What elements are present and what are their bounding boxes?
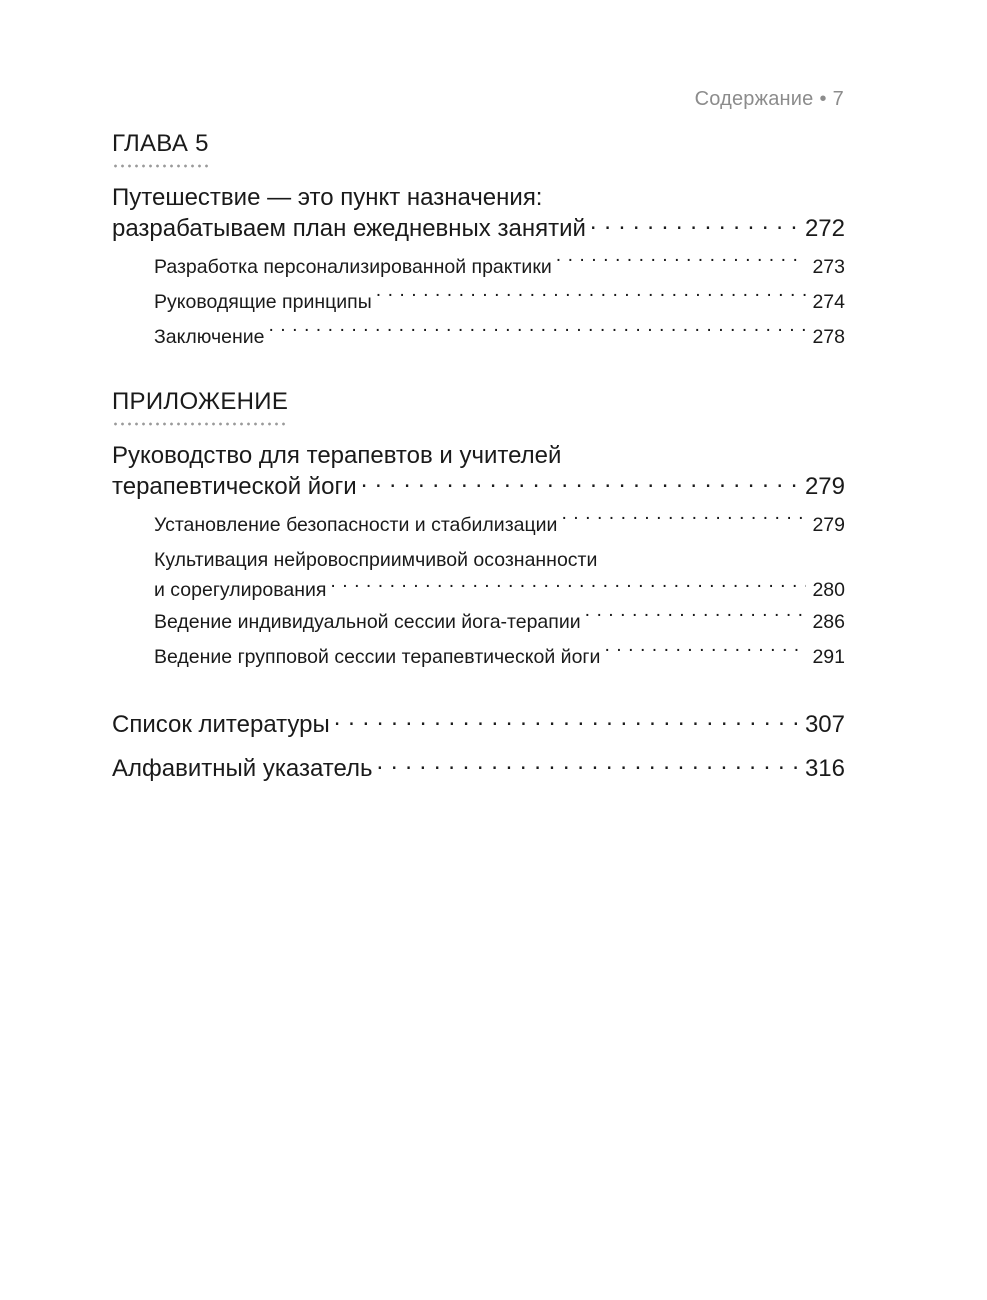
dot-leader xyxy=(561,512,806,532)
chapter5-main-page-number: 272 xyxy=(804,215,845,242)
chapter5-heading-text: ГЛАВА 5 xyxy=(112,130,209,157)
toc-sub-entry-page: 279 xyxy=(812,514,845,536)
dot-leader xyxy=(604,644,806,664)
appendix-heading-text: ПРИЛОЖЕНИЕ xyxy=(112,388,289,415)
chapter5-sub-list xyxy=(154,250,845,355)
toc-sub-entry-title: Разработка персонализированной практики xyxy=(154,256,552,278)
appendix-main-title-line2: терапевтической йоги xyxy=(112,473,357,500)
chapter5-section xyxy=(112,130,845,168)
toc-sub-entry[interactable] xyxy=(154,250,845,285)
chapter5-main-entry[interactable] xyxy=(112,183,845,243)
chapter5-main-title-line2-row xyxy=(112,212,845,243)
chapter5-main-title-line2: разрабатываем план ежедневных занятий xyxy=(112,215,586,242)
toc-sub-entry-page: 273 xyxy=(812,256,845,278)
appendix-section xyxy=(112,388,845,426)
running-header xyxy=(695,88,844,111)
chapter5-heading xyxy=(112,130,209,168)
toc-sub-entry-title-line2: и сорегулирования xyxy=(154,579,327,601)
toc-sub-entry[interactable] xyxy=(154,605,845,640)
dot-leader xyxy=(556,254,807,274)
appendix-main-page-number: 279 xyxy=(804,473,845,500)
back-matter-title: Список литературы xyxy=(112,711,330,738)
toc-sub-entry-title-line1: Культивация нейровосприимчивой осознанности xyxy=(154,549,598,571)
toc-sub-entry-line2-row xyxy=(154,575,845,605)
dot-leader xyxy=(377,752,799,776)
dot-leader xyxy=(330,577,806,597)
toc-sub-entry-title: Ведение групповой сессии терапевтической йоги xyxy=(154,646,601,668)
toc-sub-entry[interactable] xyxy=(154,545,845,605)
appendix-heading xyxy=(112,388,288,426)
running-header-bullet: • xyxy=(819,88,827,110)
dot-leader xyxy=(361,470,799,494)
dot-leader xyxy=(590,212,799,236)
running-header-page-number: 7 xyxy=(832,88,844,110)
back-matter-title: Алфавитный указатель xyxy=(112,755,373,782)
toc-sub-entry-title: Руководящие принципы xyxy=(154,291,372,313)
dot-leader xyxy=(334,708,799,732)
dot-leader xyxy=(585,609,807,629)
toc-sub-entry[interactable] xyxy=(154,640,845,675)
toc-back-matter-entry[interactable] xyxy=(112,708,845,739)
heading-dotted-underline xyxy=(112,422,288,426)
back-matter-page: 316 xyxy=(804,755,845,782)
back-matter-page: 307 xyxy=(804,711,845,738)
chapter5-main-title-line1: Путешествие — это пункт назначения: xyxy=(112,184,543,211)
appendix-main-title-line1: Руководство для терапевтов и учителей xyxy=(112,442,562,469)
dot-leader xyxy=(268,324,806,344)
toc-back-matter-entry[interactable] xyxy=(112,752,845,783)
toc-sub-entry-page: 278 xyxy=(812,326,845,348)
toc-sub-entry-title: Установление безопасности и стабилизации xyxy=(154,514,558,536)
toc-sub-entry-page: 286 xyxy=(812,611,845,633)
heading-dotted-underline xyxy=(112,164,209,168)
appendix-main-entry[interactable] xyxy=(112,441,845,501)
toc-sub-entry[interactable] xyxy=(154,320,845,355)
back-matter-list xyxy=(112,708,845,783)
toc-sub-entry-title: Заключение xyxy=(154,326,265,348)
dot-leader xyxy=(376,289,807,309)
toc-sub-entry-page: 291 xyxy=(812,646,845,668)
toc-sub-entry[interactable] xyxy=(154,508,845,543)
appendix-sub-list xyxy=(154,508,845,675)
toc-sub-entry-title: Ведение индивидуальной сессии йога-терапии xyxy=(154,611,581,633)
toc-sub-entry-page: 280 xyxy=(812,579,845,601)
appendix-main-title-line2-row xyxy=(112,470,845,501)
toc-sub-entry-page: 274 xyxy=(812,291,845,313)
running-header-section: Содержание xyxy=(694,88,814,110)
toc-sub-entry[interactable] xyxy=(154,285,845,320)
